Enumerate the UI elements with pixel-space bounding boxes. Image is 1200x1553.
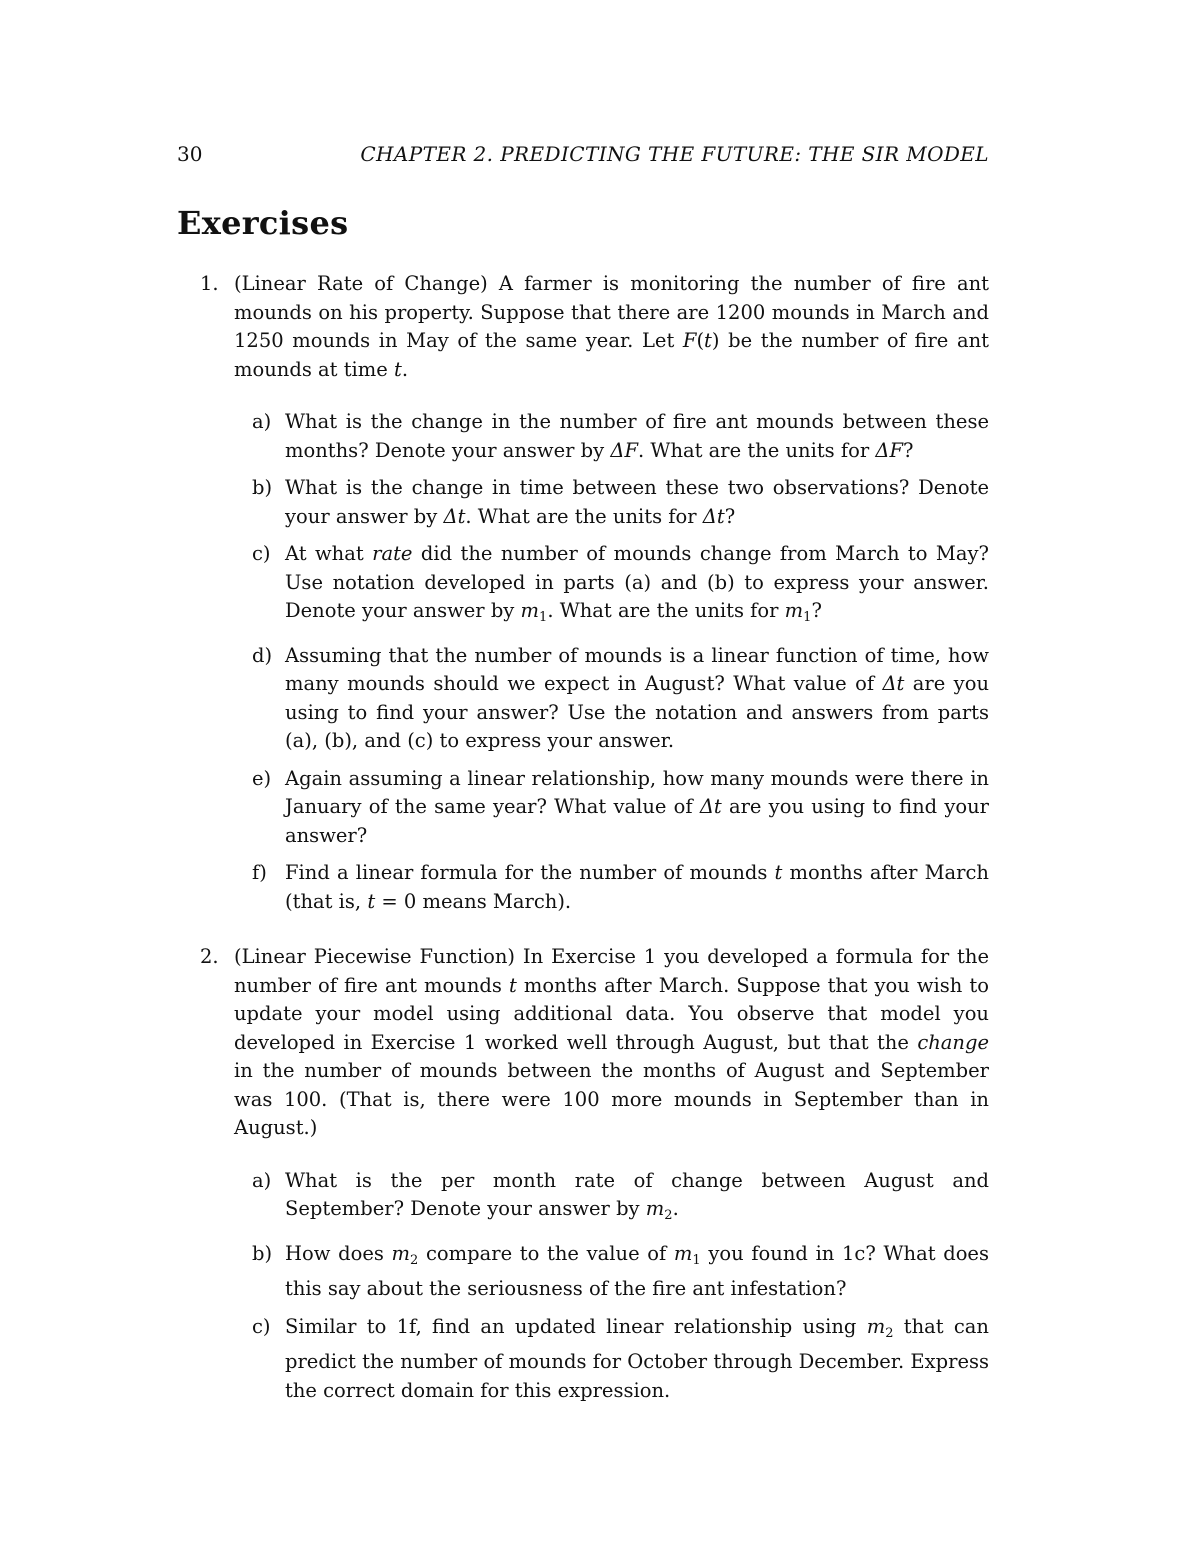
math-delta-F: ΔF — [610, 438, 638, 462]
math-delta-t: Δt — [882, 672, 905, 695]
part-text: months after March (that is, — [285, 861, 989, 913]
part-label: f) — [252, 861, 267, 884]
part-label: c) — [252, 1314, 271, 1338]
part-text: ? — [811, 599, 822, 622]
part-label: a) — [252, 1168, 272, 1192]
statement-text: in the number of mounds between the months of August and September was 100. (That is, there were 100 more mounds in September than in August.) — [234, 1059, 989, 1139]
part-text: At what — [285, 542, 373, 565]
math-m: m — [673, 1241, 693, 1265]
chapter-title: CHAPTER 2. PREDICTING THE FUTURE: THE SIR MODEL — [360, 142, 989, 166]
part-label: e) — [252, 766, 272, 790]
exercise-number: 1. — [200, 272, 219, 295]
part-1c — [234, 540, 989, 633]
part-text: Again assuming a linear relationship, how many mounds were there in January of the same year? What value of — [285, 766, 989, 818]
statement-text: be the number of fire ant mounds at time — [234, 329, 989, 381]
math-subscript: 1 — [692, 1252, 701, 1268]
part-text: ? — [724, 504, 736, 528]
part-1f — [234, 859, 989, 916]
exercise-2-parts — [234, 1167, 989, 1406]
statement-text: (Linear Rate of Change) A farmer is monitoring the number of fire ant mounds on his property. Suppose that there are 1200 mounds in March and 1250 mounds in May of the same year. Let — [234, 272, 989, 352]
part-label: a) — [252, 410, 272, 433]
part-label: b) — [252, 1241, 273, 1265]
exercise-1 — [177, 270, 989, 916]
math-delta-t: Δt — [702, 504, 725, 528]
part-text: How does — [285, 1241, 392, 1265]
part-text: means March). — [416, 889, 572, 913]
math-m: m — [866, 1314, 886, 1338]
math-equation: = 0 — [375, 889, 417, 913]
statement-text: (Linear Piecewise Function) In Exercise 1 you developed a formula for the number of fire ant mounds — [234, 945, 989, 997]
part-1e — [234, 765, 989, 851]
math-F: F — [682, 329, 697, 352]
part-label: b) — [252, 476, 273, 499]
part-label: d) — [252, 643, 273, 667]
part-text: What is the change in the number of fire ant mounds between these months? Denote your answer by — [285, 410, 989, 462]
math-m: m — [391, 1241, 411, 1265]
section-title: Exercises — [177, 204, 349, 242]
part-2c — [234, 1313, 989, 1406]
running-head — [177, 142, 989, 172]
part-text: compare to the value of — [418, 1241, 674, 1265]
math-subscript: 2 — [664, 1208, 673, 1223]
exercise-statement: (Linear Rate of Change) A farmer is monitoring the number of fire ant mounds on his property. Suppose that there are 1200 mounds in March and 1250 mounds in May of the same year. Let F(t) be the number of fire ant mounds at time t. — [234, 272, 989, 381]
part-text: Similar to 1f, find an updated linear relationship using — [285, 1314, 867, 1338]
math-t: t — [367, 889, 376, 913]
part-text: . What are the units for — [638, 438, 876, 462]
part-text: What is the per month rate of change between August and September? Denote your answer by — [285, 1168, 989, 1220]
exercise-list — [177, 270, 989, 1405]
exercise-2 — [177, 943, 989, 1405]
math-t: t — [394, 357, 402, 381]
statement-text: months after March. Suppose that you wish to update your model using additional data. You observe that model you developed in Exercise 1 worked well through August, but that the — [234, 973, 989, 1054]
math-t: t — [774, 861, 783, 884]
math-t: t — [704, 329, 712, 352]
page-number: 30 — [177, 142, 203, 166]
math-m: m — [645, 1197, 665, 1220]
part-1a — [234, 408, 989, 465]
math-delta-F: ΔF — [875, 438, 903, 462]
part-2b — [234, 1240, 989, 1304]
part-text: are you using to find your answer? — [285, 795, 989, 847]
part-text: are you using to find your answer? Use the notation and answers from parts (a), (b), and (c) to express your answer. — [285, 672, 989, 752]
emphasis-rate: rate — [372, 542, 413, 565]
exercise-number: 2. — [200, 945, 219, 968]
part-text: Find a linear formula for the number of mounds — [285, 861, 775, 884]
part-text: ? — [902, 438, 914, 462]
exercise-1-parts — [234, 408, 989, 916]
part-text: that can predict the number of mounds for October through December. Express the correct domain for this expression. — [285, 1314, 989, 1402]
math-subscript: 1 — [803, 610, 812, 625]
part-text: Assuming that the number of mounds is a linear function of time, how many mounds should we expect in August? What value of — [285, 643, 989, 695]
part-1b — [234, 474, 989, 531]
part-text: . — [672, 1197, 679, 1220]
math-subscript: 1 — [539, 610, 548, 625]
math-delta-t: Δt — [699, 795, 722, 818]
math-subscript: 2 — [885, 1325, 894, 1341]
exercise-statement — [234, 943, 989, 1143]
part-label: c) — [252, 542, 271, 565]
statement-text: . — [401, 357, 409, 381]
part-1d — [234, 642, 989, 756]
part-text: you found in 1c? What does this say about the seriousness of the fire ant infestation? — [285, 1241, 989, 1300]
math-m: m — [520, 599, 540, 622]
part-text: did the number of mounds change from March to May? Use notation developed in parts (a) and (b) to express your answer. Denote your answer by — [285, 542, 989, 622]
part-text: What is the change in time between these two observations? Denote your answer by — [285, 476, 989, 528]
part-text: . What are the units for — [465, 504, 703, 528]
math-delta-t: Δt — [443, 504, 466, 528]
part-text: . What are the units for — [547, 599, 785, 622]
part-2a — [234, 1167, 989, 1231]
emphasis-change: change — [917, 1030, 989, 1054]
math-m: m — [784, 599, 804, 622]
math-subscript: 2 — [410, 1252, 419, 1268]
math-t: t — [508, 973, 517, 997]
